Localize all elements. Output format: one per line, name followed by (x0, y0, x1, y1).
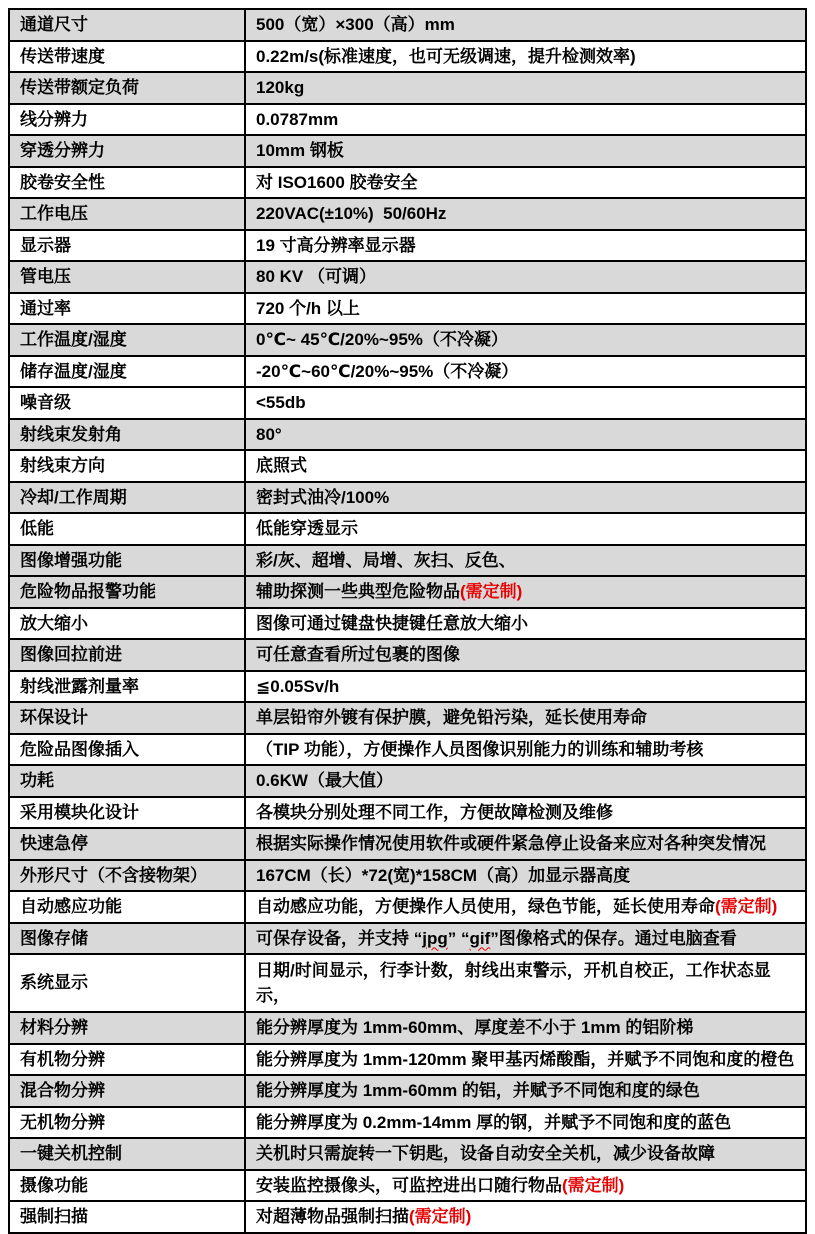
spec-value (245, 639, 806, 671)
spec-value-segment: (需定制) (409, 1207, 472, 1226)
spec-label: 采用模块化设计 (9, 797, 245, 829)
spec-value-segment: ≦0.05Sv/h (256, 676, 340, 696)
spec-value (245, 72, 806, 104)
spec-value (245, 923, 806, 955)
spec-value-segment: 能分辨厚度为 0.2mm-14mm 厚的钢，并赋予不同饱和度的蓝色 (256, 1112, 732, 1132)
spec-value (245, 167, 806, 199)
spec-value (245, 104, 806, 136)
spec-value (245, 1075, 806, 1107)
spec-label: 放大缩小 (9, 608, 245, 640)
spec-label: 混合物分辨 (9, 1075, 245, 1107)
spec-value (245, 513, 806, 545)
spec-table (8, 8, 807, 1234)
spec-label: 通道尺寸 (9, 9, 245, 41)
spec-value (245, 891, 806, 923)
table-row (9, 639, 806, 671)
spec-value (245, 702, 806, 734)
spec-value-segment: 对超薄物品强制扫描 (256, 1207, 409, 1226)
table-row (9, 293, 806, 325)
spec-value-segment: 720 个/h 以上 (256, 298, 360, 318)
spec-value-segment: 0.6KW（最大值） (256, 771, 393, 790)
spec-value-segment: 对 ISO1600 胶卷安全 (256, 172, 418, 192)
spec-label: 快速急停 (9, 828, 245, 860)
spec-value-segment: -20℃~60℃/20%~95%（不冷凝） (256, 361, 519, 381)
spec-label: 系统显示 (9, 954, 245, 1012)
spec-value-segment: 220VAC(±10%) 50/60Hz (256, 204, 447, 223)
spec-value (245, 576, 806, 608)
table-row (9, 828, 806, 860)
table-row (9, 387, 806, 419)
spec-value-segment: (需定制) (562, 1175, 625, 1195)
table-row (9, 1201, 806, 1233)
spec-value (245, 293, 806, 325)
spec-value-segment: <55db (256, 393, 306, 412)
spec-value (245, 356, 806, 388)
spec-value (245, 230, 806, 262)
spec-value (245, 450, 806, 482)
spec-value-segment: 根据实际操作情况使用软件或硬件紧急停止设备来应对各种突发情况 (256, 834, 766, 853)
table-row (9, 324, 806, 356)
spec-value-segment: (需定制) (715, 897, 778, 916)
spec-value-segment: 关机时只需旋转一下钥匙，设备自动安全关机，减少设备故障 (256, 1144, 715, 1163)
spec-value (245, 387, 806, 419)
spec-value (245, 1170, 806, 1202)
spec-value-segment: ”图像格式的保存。通过电脑查看 (490, 928, 737, 948)
spec-label: 摄像功能 (9, 1170, 245, 1202)
spec-value (245, 1138, 806, 1170)
spec-value-segment: 可任意查看所过包裹的图像 (256, 645, 460, 664)
spec-label: 通过率 (9, 293, 245, 325)
spec-label: 危险品图像插入 (9, 734, 245, 766)
spec-value (245, 608, 806, 640)
spec-label: 自动感应功能 (9, 891, 245, 923)
table-row (9, 860, 806, 892)
spec-value (245, 1044, 806, 1076)
spec-label: 工作电压 (9, 198, 245, 230)
spec-label: 有机物分辨 (9, 1044, 245, 1076)
spec-value-segment: ” “ (447, 928, 470, 948)
spec-value (245, 1107, 806, 1139)
spec-value (245, 765, 806, 797)
spec-value (245, 419, 806, 451)
spec-value-segment: gif (469, 928, 491, 948)
spec-value (245, 860, 806, 892)
table-row (9, 545, 806, 577)
spec-value (245, 261, 806, 293)
spec-label: 材料分辨 (9, 1012, 245, 1044)
spec-label: 低能 (9, 513, 245, 545)
table-row (9, 1138, 806, 1170)
spec-value-segment: jpg (422, 928, 448, 948)
spec-value-segment: 10mm 钢板 (256, 141, 344, 160)
table-row (9, 576, 806, 608)
spec-label: 胶卷安全性 (9, 167, 245, 199)
spec-value (245, 797, 806, 829)
spec-label: 图像增强功能 (9, 545, 245, 577)
spec-value-segment: 日期/时间显示，行李计数，射线出束警示，开机自校正，工作状态显示， (256, 960, 771, 1005)
spec-value-segment: 单层铅帘外镀有保护膜，避免铅污染，延长使用寿命 (256, 708, 647, 727)
spec-value (245, 41, 806, 73)
spec-label: 显示器 (9, 230, 245, 262)
spec-label: 线分辨力 (9, 104, 245, 136)
spec-value-segment: 自动感应功能，方便操作人员使用，绿色节能，延长使用寿命 (256, 897, 715, 916)
spec-value-segment: 图像可通过键盘快捷键任意放大缩小 (256, 613, 528, 633)
spec-value (245, 734, 806, 766)
table-row (9, 450, 806, 482)
table-row (9, 482, 806, 514)
spec-value-segment: 彩/灰、超增、局增、灰扫、反色、 (256, 550, 516, 570)
spec-label: 射线束发射角 (9, 419, 245, 451)
spec-value-segment: 能分辨厚度为 1mm-60mm 的铝，并赋予不同饱和度的绿色 (256, 1081, 700, 1100)
spec-value (245, 545, 806, 577)
spec-value-segment: 能分辨厚度为 1mm-120mm 聚甲基丙烯酸酯，并赋予不同饱和度的橙色 (256, 1049, 795, 1069)
table-row (9, 135, 806, 167)
spec-value-segment: 120kg (256, 78, 305, 97)
table-row (9, 923, 806, 955)
spec-label: 穿透分辨力 (9, 135, 245, 167)
spec-value-segment: （TIP 功能），方便操作人员图像识别能力的训练和辅助考核 (256, 739, 704, 759)
spec-label: 冷却/工作周期 (9, 482, 245, 514)
table-row (9, 9, 806, 41)
spec-value (245, 198, 806, 230)
spec-label: 噪音级 (9, 387, 245, 419)
table-row (9, 513, 806, 545)
table-row (9, 1044, 806, 1076)
spec-label: 射线束方向 (9, 450, 245, 482)
spec-value (245, 1201, 806, 1233)
table-row (9, 1012, 806, 1044)
spec-label: 传送带速度 (9, 41, 245, 73)
spec-label: 环保设计 (9, 702, 245, 734)
table-row (9, 702, 806, 734)
spec-label: 管电压 (9, 261, 245, 293)
spec-label: 传送带额定负荷 (9, 72, 245, 104)
table-row (9, 230, 806, 262)
table-row (9, 765, 806, 797)
spec-value (245, 324, 806, 356)
spec-label: 图像回拉前进 (9, 639, 245, 671)
spec-value-segment: 可保存设备，并支持 “ (256, 928, 423, 948)
spec-value (245, 671, 806, 703)
spec-label: 工作温度/湿度 (9, 324, 245, 356)
spec-value (245, 135, 806, 167)
spec-value-segment: 500（宽）×300（高）mm (256, 15, 455, 34)
spec-label: 危险物品报警功能 (9, 576, 245, 608)
table-row (9, 1075, 806, 1107)
spec-label: 功耗 (9, 765, 245, 797)
spec-value-segment: 低能穿透显示 (256, 519, 358, 538)
spec-value (245, 9, 806, 41)
spec-value-segment: 安装监控摄像头，可监控进出口随行物品 (256, 1175, 562, 1195)
spec-label: 强制扫描 (9, 1201, 245, 1233)
spec-value-segment: 0.0787mm (256, 109, 339, 129)
spec-label: 射线泄露剂量率 (9, 671, 245, 703)
spec-value-segment: 19 寸高分辨率显示器 (256, 235, 416, 255)
spec-value-segment: 167CM（长）*72(宽)*158CM（高）加显示器高度 (256, 865, 631, 885)
spec-table-body (9, 9, 806, 1233)
table-row (9, 41, 806, 73)
spec-label: 图像存储 (9, 923, 245, 955)
spec-value-segment: 辅助探测一些典型危险物品 (256, 582, 460, 601)
table-row (9, 1107, 806, 1139)
spec-value-segment: 密封式油冷/100% (256, 487, 390, 507)
spec-value (245, 1012, 806, 1044)
table-row (9, 734, 806, 766)
spec-label: 储存温度/湿度 (9, 356, 245, 388)
spec-value-segment: 底照式 (256, 456, 307, 475)
spec-label: 无机物分辨 (9, 1107, 245, 1139)
spec-value-segment: 0.22m/s(标准速度，也可无级调速，提升检测效率) (256, 46, 636, 66)
table-row (9, 608, 806, 640)
spec-label: 外形尺寸（不含接物架） (9, 860, 245, 892)
spec-value-segment: (需定制) (460, 582, 523, 601)
table-row (9, 198, 806, 230)
table-row (9, 1170, 806, 1202)
table-row (9, 671, 806, 703)
spec-value-segment: 0℃~ 45℃/20%~95%（不冷凝） (256, 330, 508, 349)
table-row (9, 72, 806, 104)
table-row (9, 891, 806, 923)
table-row (9, 261, 806, 293)
spec-value-segment: 各模块分别处理不同工作，方便故障检测及维修 (256, 802, 613, 822)
table-row (9, 797, 806, 829)
table-row (9, 954, 806, 1012)
table-row (9, 104, 806, 136)
table-row (9, 419, 806, 451)
spec-value (245, 482, 806, 514)
spec-value (245, 828, 806, 860)
spec-value-segment: 能分辨厚度为 1mm-60mm、厚度差不小于 1mm 的铝阶梯 (256, 1018, 694, 1037)
spec-label: 一键关机控制 (9, 1138, 245, 1170)
table-row (9, 167, 806, 199)
spec-value (245, 954, 806, 1012)
table-row (9, 356, 806, 388)
spec-value-segment: 80 KV （可调） (256, 267, 376, 286)
spec-value-segment: 80° (256, 424, 282, 444)
